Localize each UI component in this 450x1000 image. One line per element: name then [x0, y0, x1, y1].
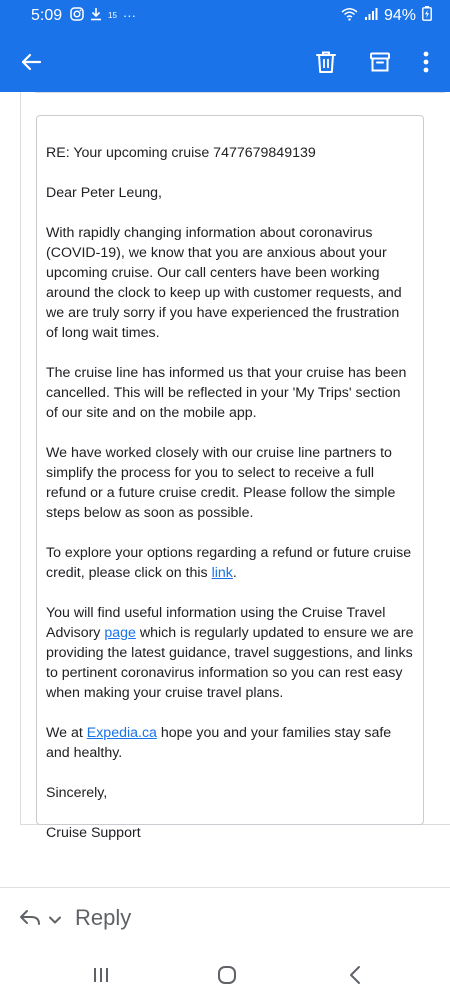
reply-bar	[0, 887, 450, 950]
recent-apps-icon[interactable]	[88, 963, 114, 987]
paragraph-text: You will find useful information using the Cruise Travel Advisory	[46, 605, 386, 641]
status-notification-icons	[70, 7, 136, 24]
email-paragraph-1: With rapidly changing information about coronavirus (COVID-19), we know that you are anxious about your upcoming cruise. Our call centers have been working around the clock to keep up with customer requests, and we are truly sorry if you have experienced the frustration of long wait times.	[46, 225, 402, 341]
home-icon[interactable]	[214, 963, 240, 987]
status-right	[341, 6, 432, 26]
email-paragraph-2: The cruise line has informed us that your cruise has been cancelled. This will be reflected in your 'My Trips' section of our site and on the mobile app.	[46, 365, 407, 421]
email-signature: Cruise Support	[46, 825, 141, 841]
trash-icon[interactable]	[308, 44, 344, 80]
download-icon	[90, 7, 102, 24]
instagram-icon	[70, 7, 84, 24]
email-content[interactable]	[0, 92, 450, 887]
top-bar	[0, 0, 450, 92]
status-time: 5:09	[31, 7, 63, 24]
email-paragraph-3: We have worked closely with our cruise line partners to simplify the process for you to select to receive a full refund or a future cruise credit. Please follow the simple steps below as soon as possible.	[46, 445, 396, 521]
paragraph-text: hope you and your families stay safe and healthy.	[46, 725, 392, 761]
email-greeting: Dear Peter Leung,	[46, 185, 162, 201]
email-paragraph-5	[46, 603, 415, 703]
reply-icon[interactable]	[18, 907, 42, 932]
email-subject: RE: Your upcoming cruise 7477679849139	[46, 145, 316, 161]
wifi-icon	[341, 7, 358, 26]
more-notifications-icon: ···	[122, 8, 136, 23]
advisory-page-link[interactable]: page	[104, 625, 136, 641]
expedia-link[interactable]: Expedia.ca	[86, 725, 157, 741]
notification-count: 15	[108, 11, 117, 20]
battery-charging-icon	[422, 6, 432, 26]
paragraph-text: To explore your options regarding a refund or future cruise credit, please click on this	[46, 545, 412, 581]
battery-level: 94%	[383, 7, 416, 24]
email-closing: Sincerely,	[46, 785, 108, 801]
options-link[interactable]: link	[211, 565, 233, 581]
back-icon[interactable]	[342, 963, 368, 987]
paragraph-text: .	[232, 565, 237, 581]
email-paragraph-6	[46, 723, 415, 763]
app-bar	[0, 32, 450, 92]
archive-icon[interactable]	[362, 44, 398, 80]
more-vertical-icon[interactable]	[408, 44, 444, 80]
status-bar	[0, 0, 450, 32]
paragraph-text: which is regularly updated to ensure we are providing the latest guidance, travel suggestions, and links to pertinent coronavirus information so you can rest easy when making your cruise travel plans.	[46, 625, 414, 701]
email-paragraph-4	[46, 543, 415, 583]
back-arrow-icon[interactable]	[13, 44, 49, 80]
paragraph-text: We at	[46, 725, 87, 741]
reply-button[interactable]: Reply	[75, 905, 132, 930]
email-body	[36, 115, 424, 841]
chevron-down-icon[interactable]	[48, 912, 62, 930]
system-nav-bar	[0, 950, 450, 1000]
divider	[35, 92, 445, 93]
signal-icon	[364, 7, 378, 26]
